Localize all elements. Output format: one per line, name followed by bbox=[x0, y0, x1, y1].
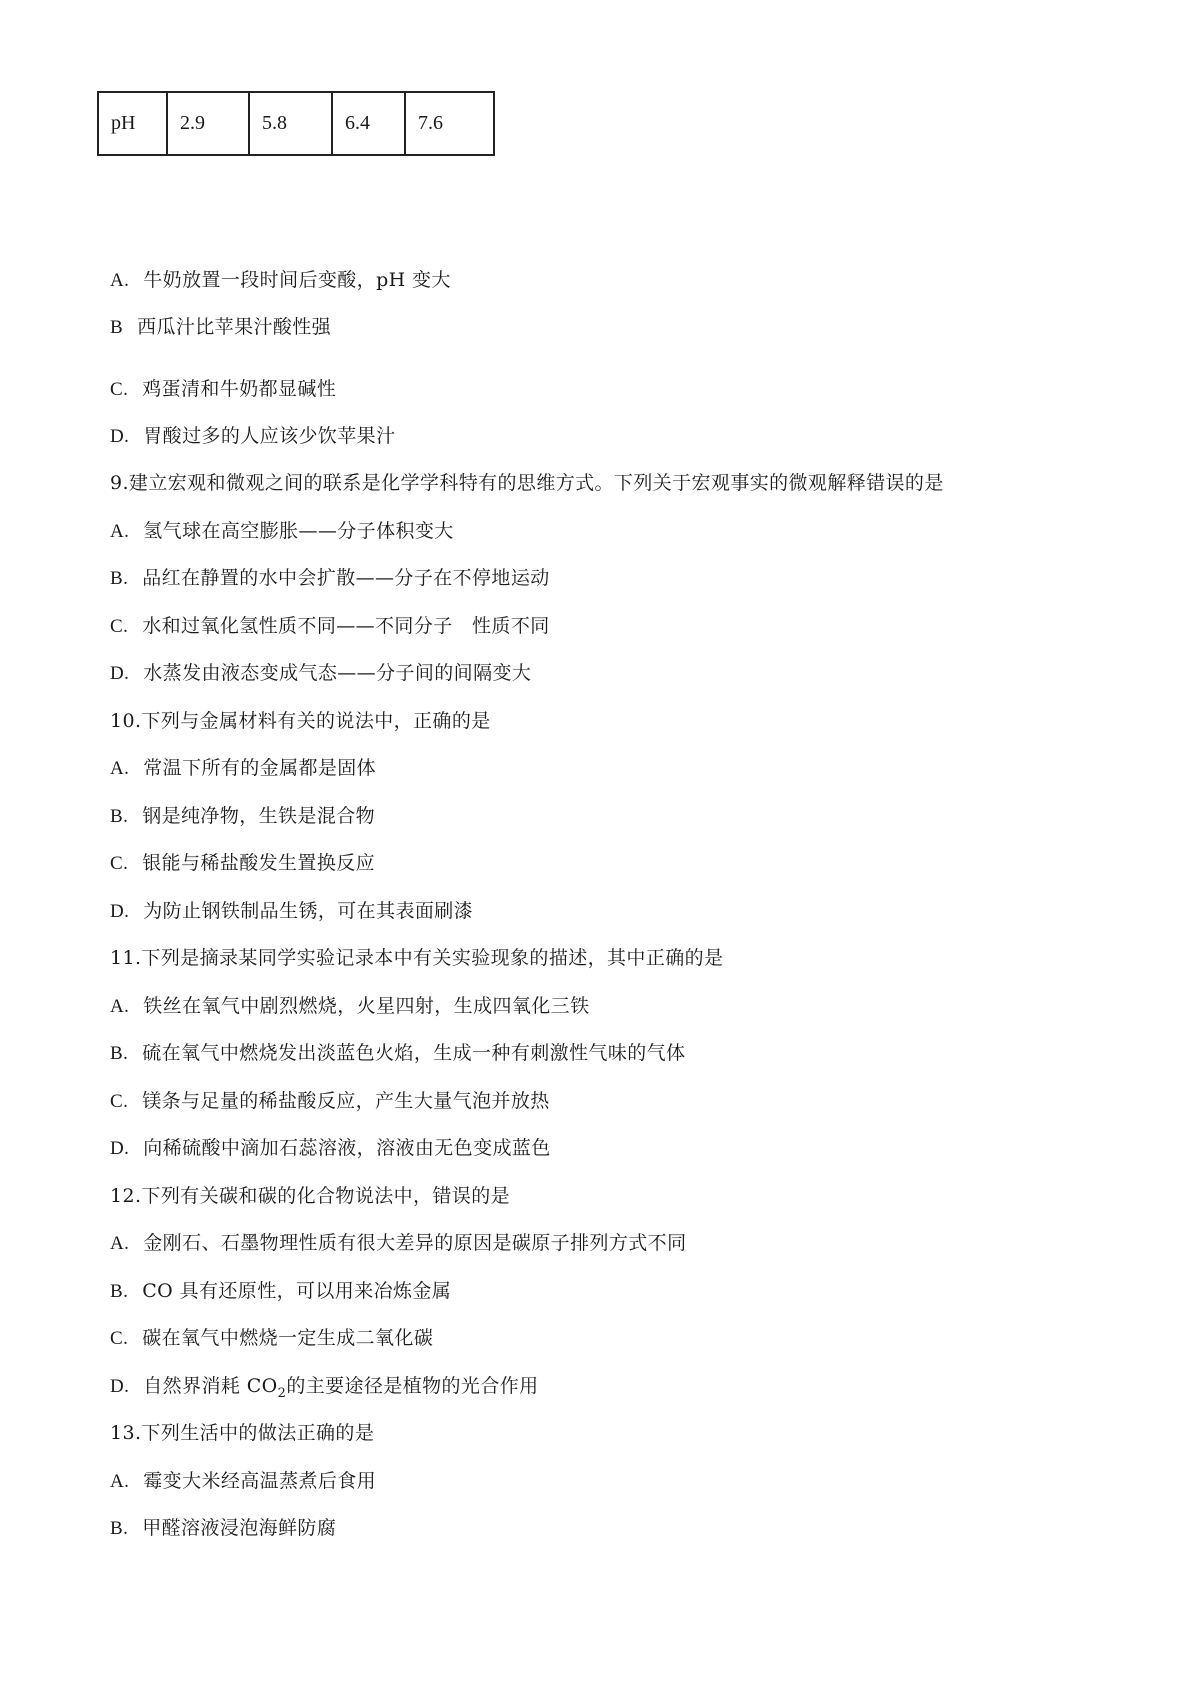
option-d bbox=[110, 1371, 539, 1401]
option-letter: B. bbox=[110, 1043, 129, 1064]
table-cell: 7.6 bbox=[405, 92, 494, 155]
option-b bbox=[110, 563, 550, 590]
option-letter: B. bbox=[110, 1518, 129, 1539]
option-text: 水蒸发由液态变成气态——分子间的间隔变大 bbox=[143, 662, 532, 684]
option-c bbox=[110, 1086, 550, 1113]
question-13-stem: 13.下列生活中的做法正确的是 bbox=[110, 1422, 375, 1444]
table-cell: 6.4 bbox=[332, 92, 405, 155]
option-d bbox=[110, 421, 395, 448]
option-letter: A. bbox=[110, 1471, 130, 1492]
option-text: 鸡蛋清和牛奶都显碱性 bbox=[142, 378, 337, 400]
option-text-after: 的主要途径是植物的光合作用 bbox=[286, 1375, 539, 1397]
option-letter: B. bbox=[110, 568, 129, 589]
option-text: CO 具有还原性，可以用来冶炼金属 bbox=[142, 1280, 452, 1302]
option-text: 胃酸过多的人应该少饮苹果汁 bbox=[143, 425, 396, 447]
option-letter: A. bbox=[110, 270, 130, 291]
option-letter: D. bbox=[110, 1376, 130, 1397]
option-text: 硫在氧气中燃烧发出淡蓝色火焰，生成一种有刺激性气味的气体 bbox=[142, 1042, 686, 1064]
option-b bbox=[110, 1038, 685, 1065]
option-c bbox=[110, 848, 375, 875]
option-letter: D. bbox=[110, 901, 130, 922]
question-9-stem: 9.建立宏观和微观之间的联系是化学学科特有的思维方式。下列关于宏观事实的微观解释错误的是 bbox=[110, 472, 944, 494]
option-text: 常温下所有的金属都是固体 bbox=[143, 757, 377, 779]
option-letter: D. bbox=[110, 426, 130, 447]
option-c bbox=[110, 1323, 433, 1350]
option-letter: A. bbox=[110, 521, 130, 542]
option-text: 霉变大米经高温蒸煮后食用 bbox=[143, 1470, 377, 1492]
option-letter: B bbox=[110, 317, 124, 338]
option-text: 钢是纯净物，生铁是混合物 bbox=[142, 805, 376, 827]
option-text: 牛奶放置一段时间后变酸，pH 变大 bbox=[143, 269, 451, 291]
option-letter: D. bbox=[110, 663, 130, 684]
option-a bbox=[110, 1466, 376, 1493]
option-text: 为防止钢铁制品生锈，可在其表面刷漆 bbox=[143, 900, 474, 922]
option-a bbox=[110, 516, 454, 543]
option-a bbox=[110, 753, 376, 780]
subscript: 2 bbox=[277, 1385, 287, 1401]
option-b bbox=[110, 1513, 336, 1540]
table-cell: 5.8 bbox=[249, 92, 332, 155]
option-letter: C. bbox=[110, 379, 129, 400]
option-text: 镁条与足量的稀盐酸反应，产生大量气泡并放热 bbox=[142, 1090, 550, 1112]
option-text: 氢气球在高空膨胀——分子体积变大 bbox=[143, 520, 454, 542]
option-a bbox=[110, 265, 451, 292]
option-text: 碳在氧气中燃烧一定生成二氧化碳 bbox=[142, 1327, 434, 1349]
option-d bbox=[110, 1133, 551, 1160]
option-letter: A. bbox=[110, 996, 130, 1017]
option-letter: B. bbox=[110, 806, 129, 827]
table-cell: pH bbox=[98, 92, 167, 155]
option-letter: C. bbox=[110, 853, 129, 874]
option-text: 西瓜汁比苹果汁酸性强 bbox=[137, 316, 332, 338]
option-text: 向稀硫酸中滴加石蕊溶液，溶液由无色变成蓝色 bbox=[143, 1137, 551, 1159]
option-text: 水和过氧化氢性质不同——不同分子 性质不同 bbox=[142, 615, 550, 637]
option-b bbox=[110, 801, 375, 828]
question-10-stem: 10.下列与金属材料有关的说法中，正确的是 bbox=[110, 710, 491, 732]
option-a bbox=[110, 991, 589, 1018]
table-row bbox=[98, 92, 494, 155]
table-cell: 2.9 bbox=[167, 92, 249, 155]
question-12-stem: 12.下列有关碳和碳的化合物说法中，错误的是 bbox=[110, 1185, 511, 1207]
option-c bbox=[110, 611, 550, 638]
ph-table bbox=[97, 91, 495, 156]
option-letter: A. bbox=[110, 758, 130, 779]
option-d bbox=[110, 658, 531, 685]
option-letter: D. bbox=[110, 1138, 130, 1159]
option-text: 金刚石、石墨物理性质有很大差异的原因是碳原子排列方式不同 bbox=[143, 1232, 687, 1254]
option-a bbox=[110, 1228, 686, 1255]
option-c bbox=[110, 374, 336, 401]
option-letter: C. bbox=[110, 1328, 129, 1349]
option-letter: C. bbox=[110, 1091, 129, 1112]
option-text-before: 自然界消耗 CO bbox=[143, 1375, 278, 1397]
option-text: 银能与稀盐酸发生置换反应 bbox=[142, 852, 376, 874]
option-b bbox=[110, 312, 331, 339]
option-letter: C. bbox=[110, 616, 129, 637]
option-letter: A. bbox=[110, 1233, 130, 1254]
option-b bbox=[110, 1276, 451, 1303]
option-text: 甲醛溶液浸泡海鲜防腐 bbox=[142, 1517, 337, 1539]
option-text: 铁丝在氧气中剧烈燃烧，火星四射，生成四氧化三铁 bbox=[143, 995, 590, 1017]
option-letter: B. bbox=[110, 1281, 129, 1302]
option-d bbox=[110, 896, 473, 923]
question-11-stem: 11.下列是摘录某同学实验记录本中有关实验现象的描述，其中正确的是 bbox=[110, 947, 724, 969]
option-text: 品红在静置的水中会扩散——分子在不停地运动 bbox=[142, 567, 550, 589]
